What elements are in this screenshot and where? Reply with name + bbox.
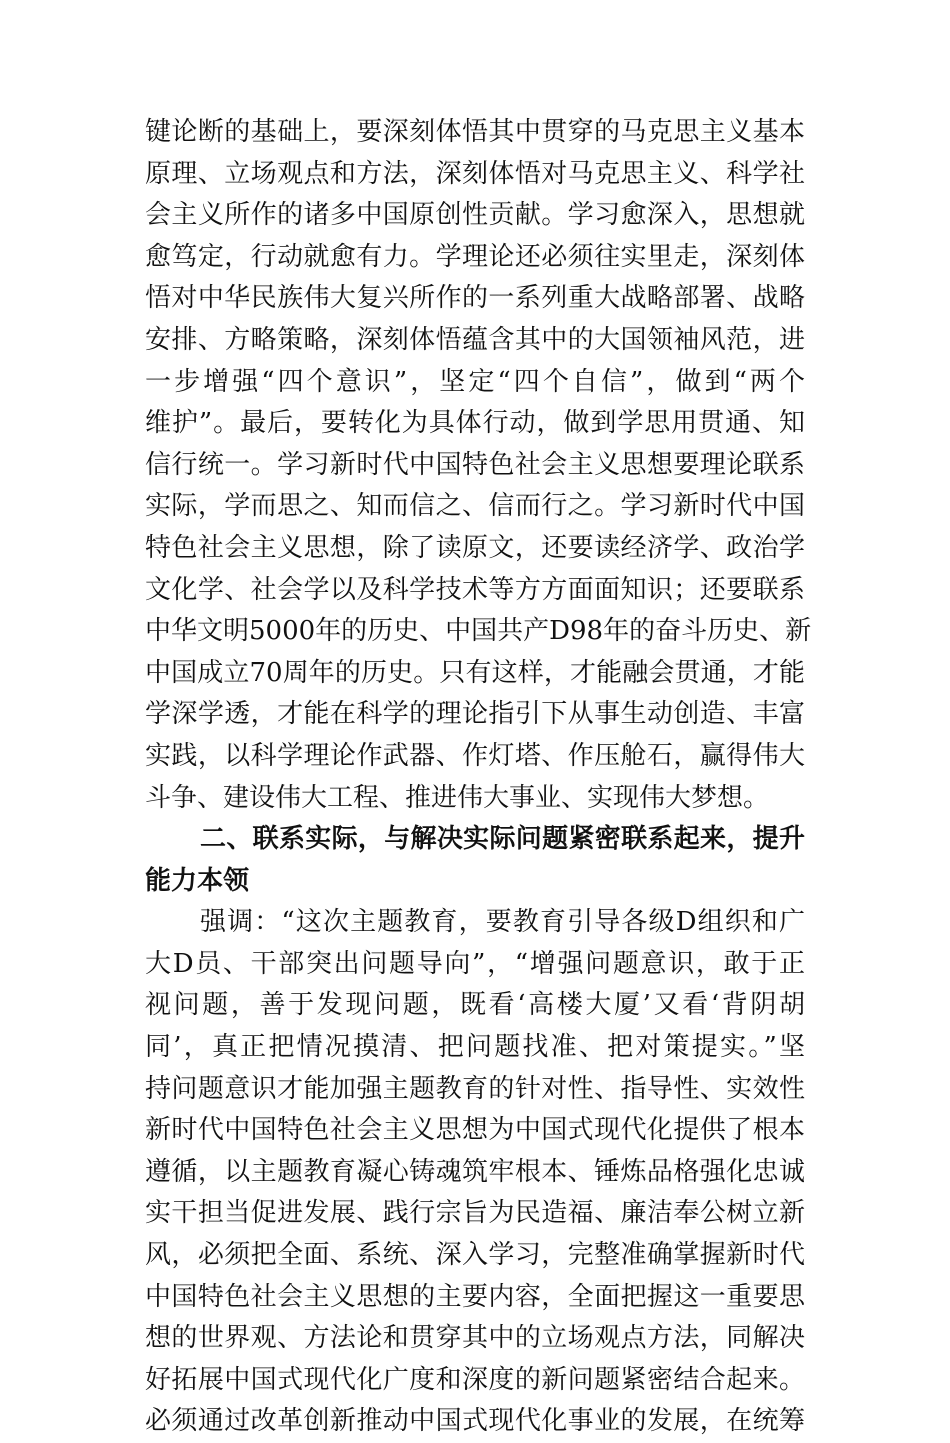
paragraph-2	[145, 902, 805, 1443]
section-heading-line: 能力本领	[145, 865, 250, 896]
paragraph-1-line: 斗争、建设伟大工程、推进伟大事业、实现伟大梦想。	[145, 782, 770, 813]
paragraph-2-line: 同’，真正把情况摸清、把问题找准、把对策提实。”坚	[145, 1032, 805, 1063]
section-heading-2	[145, 819, 805, 902]
paragraph-2-line: 风，必须把全面、系统、深入学习，完整准确掌握新时代	[145, 1240, 805, 1271]
paragraph-1-line: 中华文明5000年的历史、中国共产D98年的奋斗历史、新	[145, 616, 812, 647]
paragraph-1	[145, 112, 812, 819]
paragraph-2-line: 持问题意识才能加强主题教育的针对性、指导性、实效性	[145, 1073, 805, 1104]
paragraph-2-line: 实干担当促进发展、践行宗旨为民造福、廉洁奉公树立新	[145, 1198, 805, 1229]
paragraph-1-line: 中国成立70周年的历史。只有这样，才能融会贯通，才能	[145, 657, 805, 688]
paragraph-1-line: 一步增强“四个意识”，坚定“四个自信”，做到“两个	[145, 366, 805, 397]
paragraph-2-line: 强调：“这次主题教育，要教育引导各级D组织和广	[200, 907, 805, 938]
section-heading-line: 二、联系实际，与解决实际问题紧密联系起来，提升	[200, 824, 805, 855]
paragraph-1-line: 键论断的基础上，要深刻体悟其中贯穿的马克思主义基本	[145, 117, 805, 147]
paragraph-2-line: 必须通过改革创新推动中国式现代化事业的发展，在统筹	[145, 1406, 805, 1437]
paragraph-1-line: 原理、立场观点和方法，深刻体悟对马克思主义、科学社	[145, 158, 805, 189]
paragraph-1-line: 实际，学而思之、知而信之、信而行之。学习新时代中国	[145, 491, 805, 522]
paragraph-2-line: 新时代中国特色社会主义思想为中国式现代化提供了根本	[145, 1115, 805, 1146]
paragraph-1-line: 特色社会主义思想，除了读原文，还要读经济学、政治学	[145, 532, 805, 563]
paragraph-2-line: 想的世界观、方法论和贯穿其中的立场观点方法，同解决	[145, 1323, 805, 1354]
paragraph-2-line: 遵循，以主题教育凝心铸魂筑牢根本、锤炼品格强化忠诚	[145, 1156, 805, 1187]
paragraph-1-line: 学深学透，才能在科学的理论指引下从事生动创造、丰富	[145, 699, 805, 730]
paragraph-2-line: 好拓展中国式现代化广度和深度的新问题紧密结合起来。	[145, 1364, 805, 1395]
paragraph-1-line: 信行统一。学习新时代中国特色社会主义思想要理论联系	[145, 449, 805, 480]
paragraph-2-line: 大D员、干部突出问题导向”，“增强问题意识，敢于正	[145, 948, 805, 979]
document-body	[145, 112, 812, 1443]
paragraph-1-line: 安排、方略策略，深刻体悟蕴含其中的大国领袖风范，进	[145, 324, 805, 355]
paragraph-1-line: 维护”。最后，要转化为具体行动，做到学思用贯通、知	[145, 408, 805, 439]
paragraph-1-line: 会主义所作的诸多中国原创性贡献。学习愈深入，思想就	[145, 200, 805, 231]
paragraph-1-line: 实践，以科学理论作武器、作灯塔、作压舱石，赢得伟大	[145, 740, 805, 771]
paragraph-2-line: 视问题，善于发现问题，既看‘高楼大厦’又看‘背阴胡	[145, 990, 805, 1021]
paragraph-1-line: 文化学、社会学以及科学技术等方方面面知识；还要联系	[145, 574, 805, 605]
paragraph-1-line: 愈笃定，行动就愈有力。学理论还必须往实里走，深刻体	[145, 241, 805, 272]
paragraph-2-line: 中国特色社会主义思想的主要内容，全面把握这一重要思	[145, 1281, 805, 1312]
paragraph-1-line: 悟对中华民族伟大复兴所作的一系列重大战略部署、战略	[145, 283, 805, 314]
